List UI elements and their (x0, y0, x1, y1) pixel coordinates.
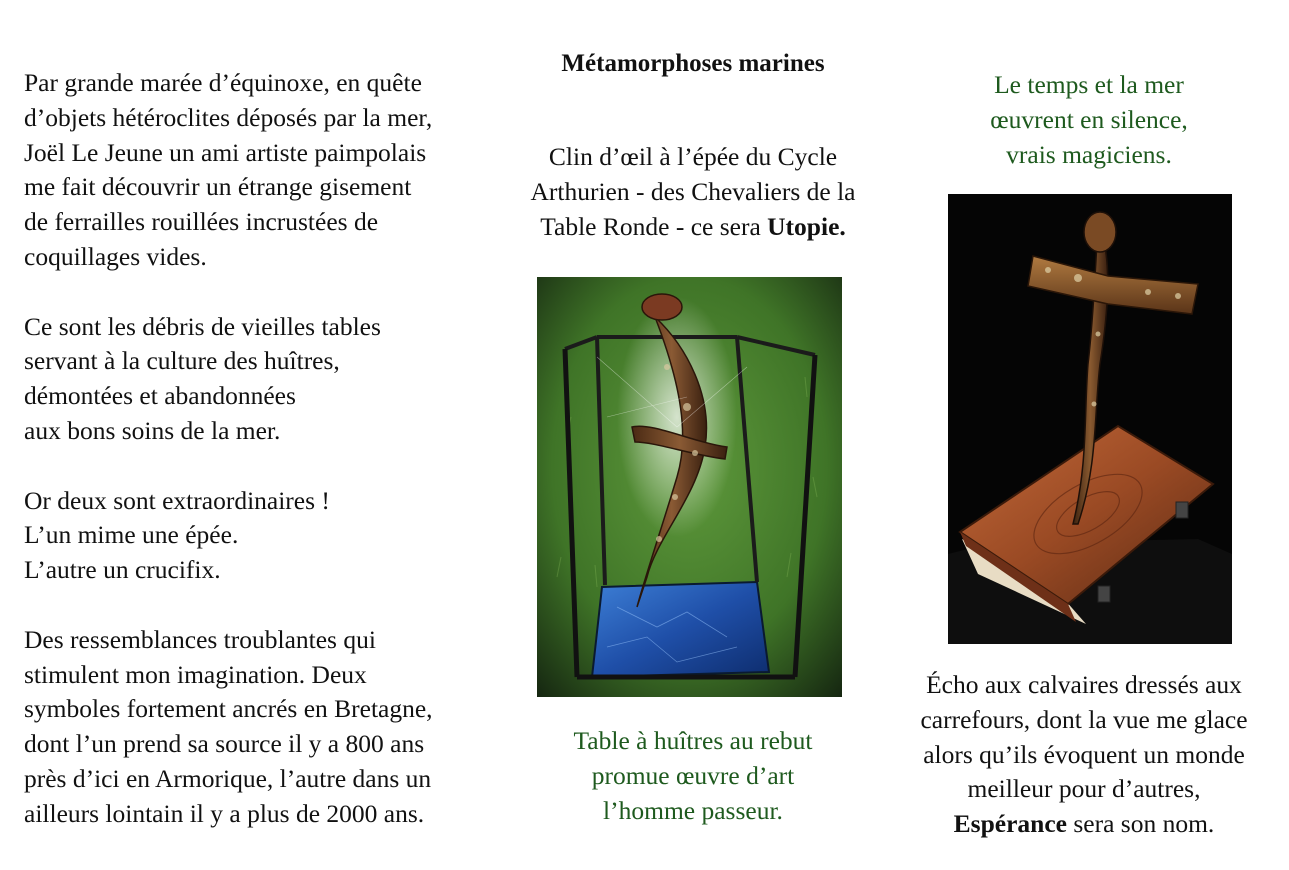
text-line: près d’ici en Armorique, l’autre dans un (24, 763, 432, 793)
artwork-name-esperance: Espérance (953, 809, 1067, 839)
crucifix-sculpture-photo (948, 194, 1232, 644)
crucifix-intro (910, 68, 1268, 172)
paragraph-gisement (24, 66, 494, 275)
text-line: œuvrent en silence, (990, 104, 1188, 134)
text-line: symboles fortement ancrés en Bretagne, (24, 694, 433, 724)
text-suffix: sera son nom. (1067, 809, 1215, 839)
text-line: Par grande marée d’équinoxe, en quête (24, 68, 422, 97)
artwork-name-utopie: Utopie. (767, 211, 846, 241)
text-line: carrefours, dont la vue me glace (920, 704, 1248, 734)
text-line: promue œuvre d’art (591, 760, 795, 790)
text-line: Des ressemblances troublantes qui (24, 624, 376, 654)
text-line: l’homme passeur. (603, 795, 783, 825)
text-line: dont l’un prend sa source il y a 800 ans (24, 729, 425, 759)
sword-intro (496, 140, 890, 244)
text-line (880, 807, 1288, 842)
sword-sculpture-photo (537, 277, 842, 697)
text-line: L’autre un crucifix. (24, 555, 221, 585)
text-prefix: Table Ronde - ce sera (540, 211, 768, 241)
text-line: Écho aux calvaires dressés aux (926, 670, 1242, 699)
text-line: servant à la culture des huîtres, (24, 346, 340, 376)
text-line: meilleur pour d’autres, (967, 774, 1201, 804)
paragraph-extraordinaires (24, 484, 494, 588)
text-line: Ce sont les débris de vieilles tables (24, 311, 381, 341)
left-column (24, 66, 494, 832)
text-line: Le temps et la mer (994, 70, 1184, 99)
text-line: vrais magiciens. (1006, 139, 1172, 169)
text-line: coquillages vides. (24, 241, 207, 271)
text-line: L’un mime une épée. (24, 520, 239, 550)
crucifix-text (880, 668, 1288, 842)
text-line: Or deux sont extraordinaires ! (24, 485, 330, 515)
text-line: me fait découvrir un étrange gisement (24, 172, 412, 202)
text-line: d’objets hétéroclites déposés par la mer, (24, 102, 433, 132)
text-line: Joël Le Jeune un ami artiste paimpolais (24, 137, 427, 167)
text-line: aux bons soins de la mer. (24, 415, 281, 445)
sword-caption (496, 724, 890, 828)
text-line: stimulent mon imagination. Deux (24, 659, 367, 689)
text-line: de ferrailles rouillées incrustées de (24, 207, 379, 237)
page-title: Métamorphoses marines (561, 50, 825, 77)
text-line: Clin d’œil à l’épée du Cycle (548, 142, 838, 171)
text-line: alors qu’ils évoquent un monde (923, 739, 1245, 769)
middle-column (496, 44, 890, 244)
text-line: Arthurien - des Chevaliers de la (530, 176, 856, 206)
paragraph-ressemblances (24, 623, 494, 832)
paragraph-tables (24, 310, 494, 449)
text-line (496, 210, 890, 245)
text-line: Table à huîtres au rebut (573, 726, 813, 755)
text-line: démontées et abandonnées (24, 381, 296, 411)
text-line: ailleurs lointain il y a plus de 2000 ans. (24, 798, 425, 828)
